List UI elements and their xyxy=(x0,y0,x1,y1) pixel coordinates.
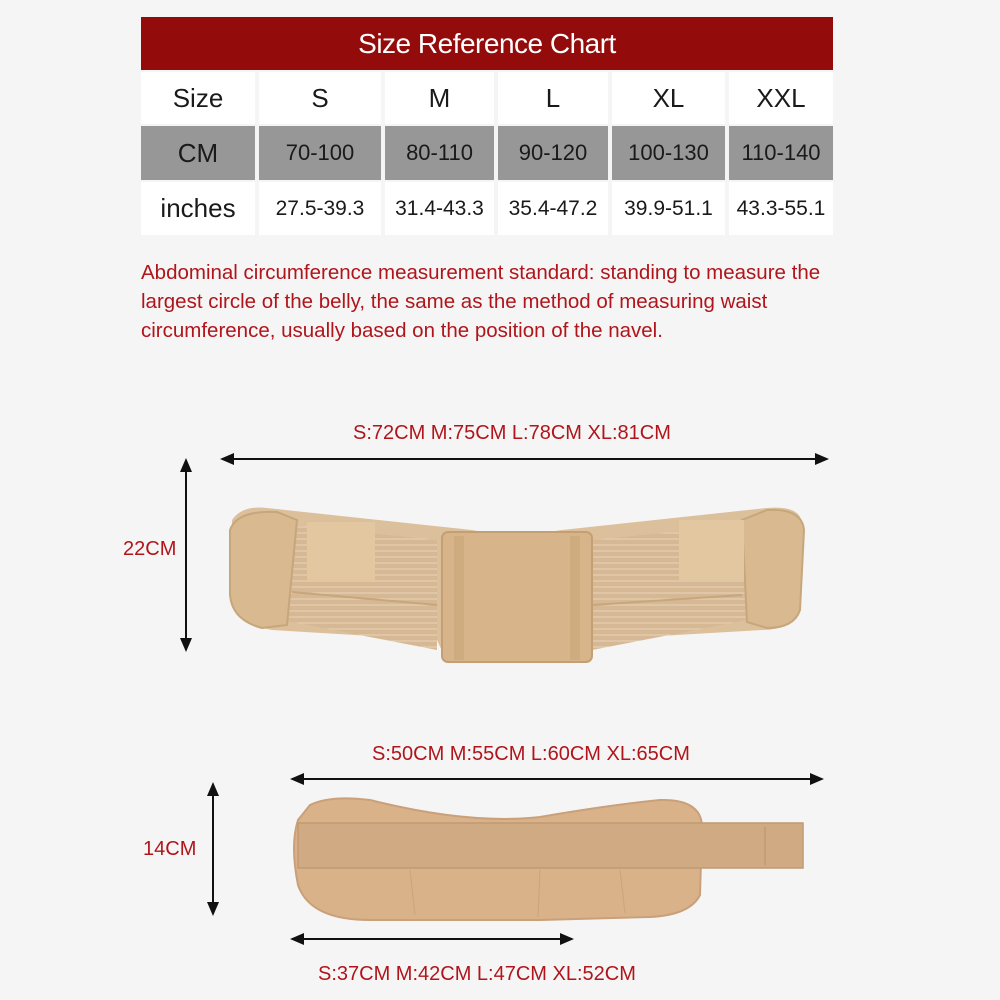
table-cell: 70-100 xyxy=(259,126,381,180)
strap-height-label: 14CM xyxy=(143,838,197,860)
belt-product-image xyxy=(222,500,812,670)
table-cell: S xyxy=(259,72,381,124)
measurement-note: Abdominal circumference measurement standard: standing to measure the largest circle of the belly, the same as the method of measuring waist circumference, usually based on the position of the navel. xyxy=(141,261,821,342)
table-cell: 39.9-51.1 xyxy=(612,182,725,235)
table-cell: 31.4-43.3 xyxy=(385,182,494,235)
table-cell: 90-120 xyxy=(498,126,608,180)
row-label: inches xyxy=(141,182,255,235)
table-cell: 43.3-55.1 xyxy=(729,182,833,235)
belt-width-arrow-icon xyxy=(222,458,827,460)
row-label: CM xyxy=(141,126,255,180)
table-cell: XL xyxy=(612,72,725,124)
table-row-cm xyxy=(141,126,833,180)
belt-width-label: S:72CM M:75CM L:78CM XL:81CM xyxy=(353,422,671,444)
table-cell: XXL xyxy=(729,72,833,124)
size-reference-chart xyxy=(141,17,833,235)
strap-height-arrow-icon xyxy=(212,784,214,914)
strap-top-width-label: S:50CM M:55CM L:60CM XL:65CM xyxy=(372,743,690,765)
belt-height-label: 22CM xyxy=(123,538,177,560)
chart-title: Size Reference Chart xyxy=(141,17,833,70)
table-cell: 27.5-39.3 xyxy=(259,182,381,235)
table-cell: L xyxy=(498,72,608,124)
table-row-inches xyxy=(141,182,833,235)
table-cell: 35.4-47.2 xyxy=(498,182,608,235)
table-cell: 100-130 xyxy=(612,126,725,180)
strap-bottom-width-arrow-icon xyxy=(292,938,572,940)
strap-bottom-width-label: S:37CM M:42CM L:47CM XL:52CM xyxy=(318,963,636,985)
table-cell: 80-110 xyxy=(385,126,494,180)
table-cell: 110-140 xyxy=(729,126,833,180)
belt-height-arrow-icon xyxy=(185,460,187,650)
strap-product-image xyxy=(290,795,810,935)
row-label: Size xyxy=(141,72,255,124)
table-cell: M xyxy=(385,72,494,124)
strap-top-width-arrow-icon xyxy=(292,778,822,780)
table-row-size xyxy=(141,72,833,124)
